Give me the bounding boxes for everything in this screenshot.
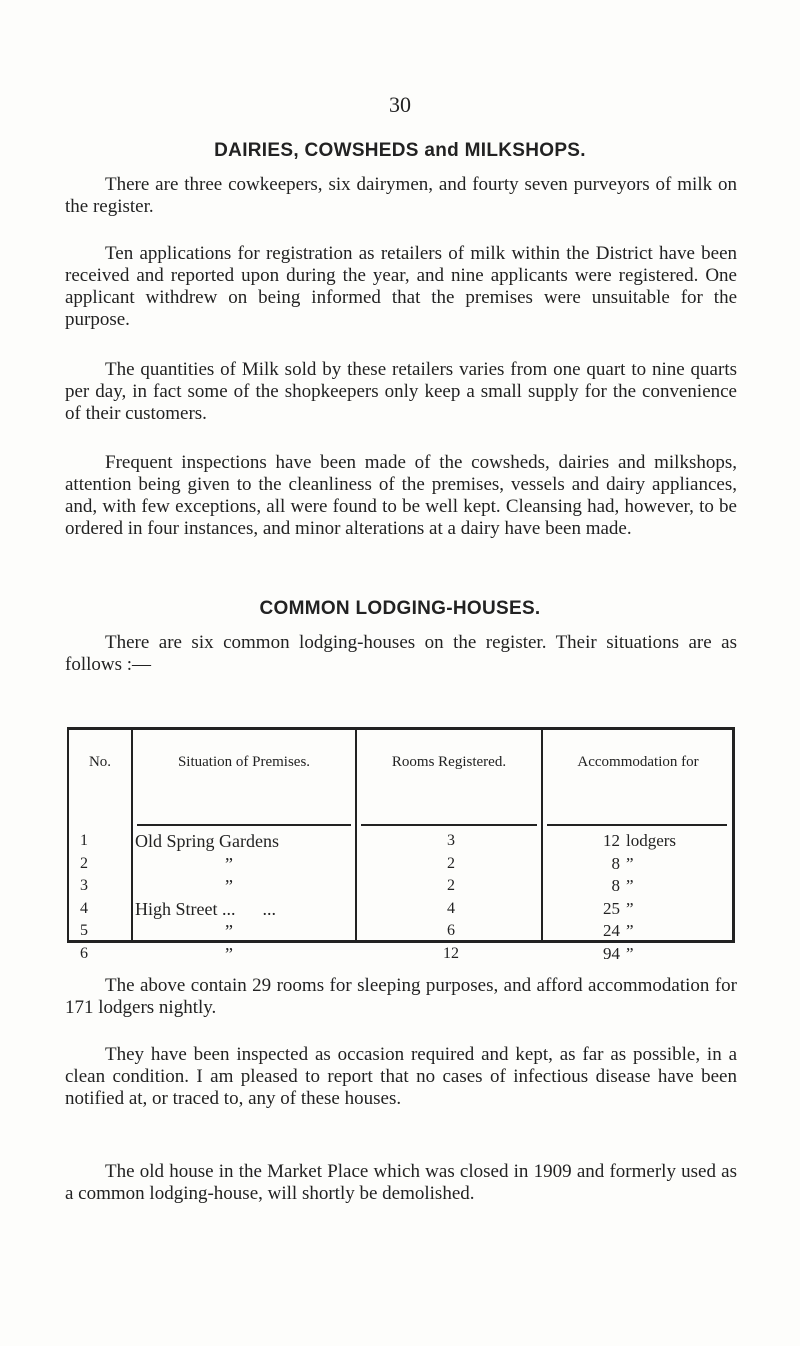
cell-acc-number: 24 [603,921,620,941]
column-no [75,830,93,966]
cell-acc-unit: ” [626,876,634,896]
paragraph: Ten applications for registration as retailers of milk within the District have been received and reported upon during the year, and nine applicants were registered. One applicant withdrew on being informed that the premises were unsuitable for the purpose. [65,243,737,330]
header-rule [137,824,351,826]
cell-acc-unit: ” [626,943,634,963]
header-rule [361,824,537,826]
cell-acc-number: 94 [603,943,620,963]
paragraph: Frequent inspections have been made of the cowsheds, dairies and milkshops, attention being given to the cleanliness of the premises, vessels and dairy appliances, and, with few exceptions, all were found to be well kept. Cleansing had, however, to be ordered in four instances, and minor alterations at a dairy have been made. [65,452,737,539]
cell-rooms: 2 [447,854,455,872]
header-rule [547,824,727,826]
column-rooms [361,830,541,966]
column-situation [135,830,353,966]
cell-no: 6 [80,944,88,962]
cell-acc-unit: lodgers [626,831,677,850]
cell-situation-ditto: ” [225,853,233,874]
cell-situation-ditto: ” [225,943,233,964]
cell-rooms: 2 [447,877,455,895]
paragraph: They have been inspected as occasion required and kept, as far as possible, in a clean condition. I am pleased to report that no cases of infectious disease have been notified at, or traced to, any of these houses. [65,1044,737,1109]
cell-no: 5 [80,922,88,940]
header-accommodation: Accommodation for [577,754,699,770]
section-heading-dairies: DAIRIES, COWSHEDS and MILKSHOPS. [214,140,586,161]
cell-situation: Old Spring Gardens [135,831,279,851]
paragraph: There are three cowkeepers, six dairymen, and fourty seven purveyors of milk on the register. [65,174,737,217]
cell-rooms: 4 [447,899,455,917]
cell-rooms: 12 [443,944,459,962]
cell-acc-number: 25 [603,898,620,918]
cell-no: 3 [80,877,88,895]
page-number: 30 [389,92,411,117]
lodging-houses-table [67,727,735,964]
section-heading-lodging-houses: COMMON LODGING-HOUSES. [259,598,541,619]
paragraph: The above contain 29 rooms for sleeping purposes, and afford accommodation for 171 lodgers nightly. [65,975,737,1018]
cell-situation: High Street ... ... [135,898,276,919]
paragraph: There are six common lodging-houses on the register. Their situations are as follows :— [65,632,737,675]
cell-situation-ditto: ” [225,921,233,942]
paragraph: The quantities of Milk sold by these retailers varies from one quart to nine quarts per day, in fact some of the shopkeepers only keep a small supply for the convenience of their customers. [65,359,737,424]
cell-acc-unit: ” [626,921,634,941]
cell-situation-ditto: ” [225,876,233,897]
cell-no: 4 [80,899,88,917]
cell-no: 1 [80,832,88,849]
cell-acc-number: 8 [611,876,620,896]
cell-acc-number: 8 [611,853,620,873]
header-rooms: Rooms Registered. [391,754,507,770]
cell-acc-unit: ” [626,898,634,918]
header-situation: Situation of Premises. [177,754,311,770]
cell-rooms: 3 [447,832,455,849]
cell-acc-number: 12 [603,831,620,850]
cell-rooms: 6 [447,922,455,940]
paragraph: The old house in the Market Place which was closed in 1909 and formerly used as a common lodging-house, will shortly be demolished. [65,1161,737,1204]
header-no: No. [88,754,112,770]
cell-acc-unit: ” [626,853,634,873]
cell-no: 2 [80,854,88,872]
column-accommodation [547,830,733,966]
